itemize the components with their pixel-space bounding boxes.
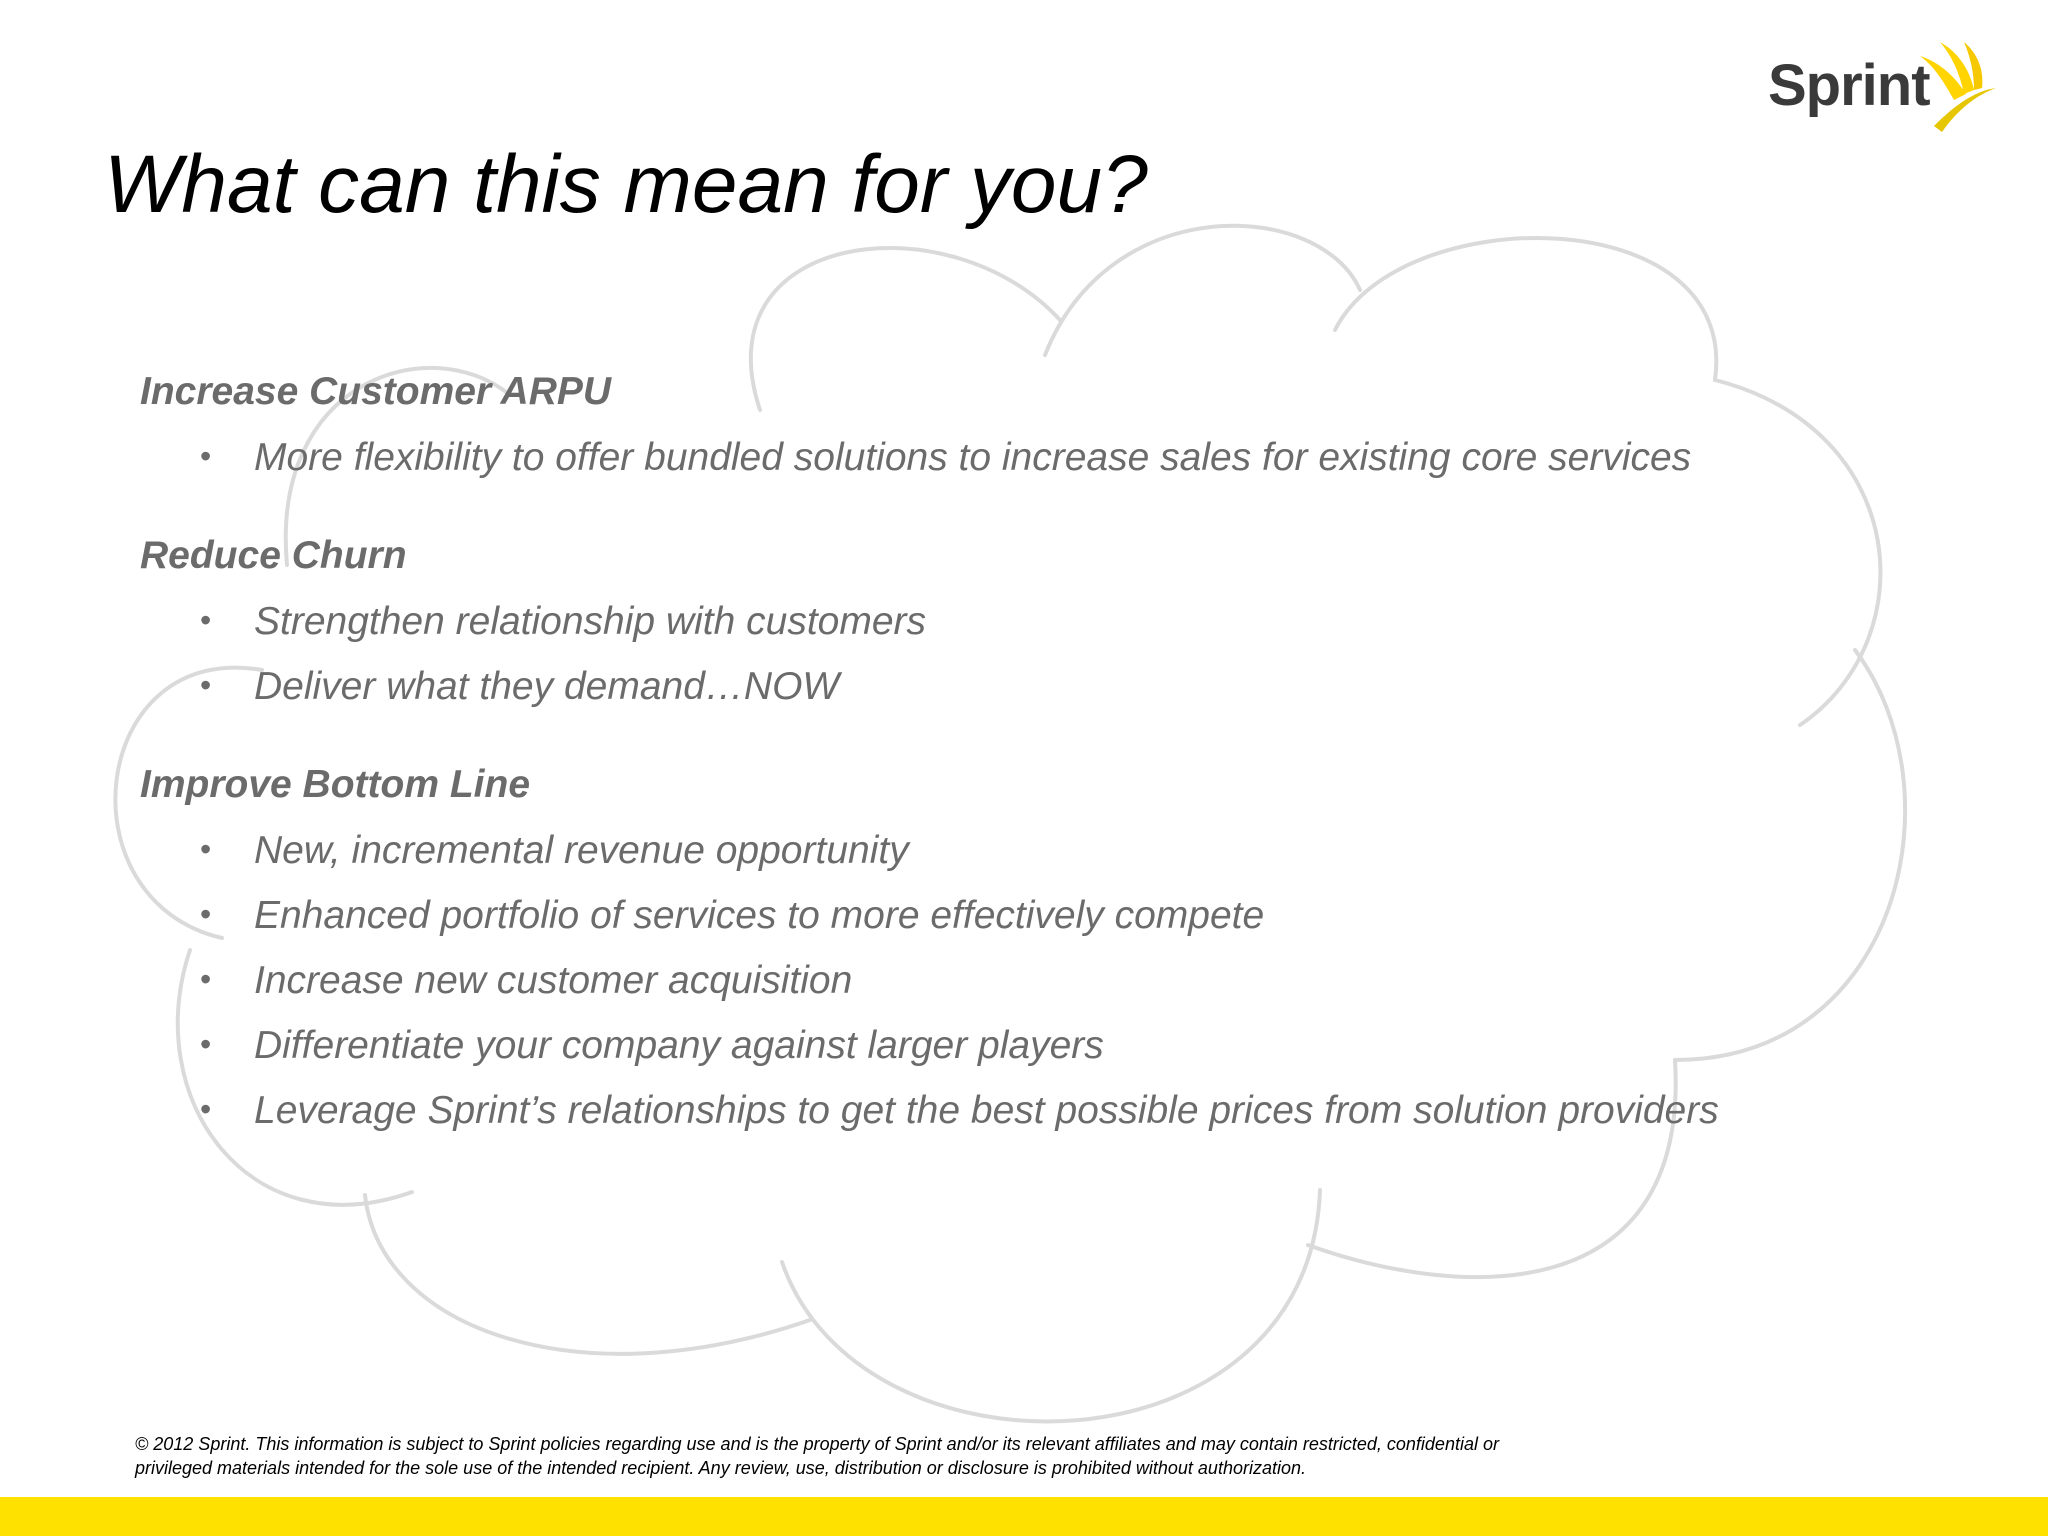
sprint-logo-wordmark: Sprint <box>1768 53 1930 118</box>
footer-accent-bar <box>0 1497 2048 1536</box>
legal-disclaimer: © 2012 Sprint. This information is subject to Sprint policies regarding use and is the property of Sprint and/or its relevant affiliates and may contain restricted, confidential or privileged materials intended for the sole use of the intended recipient. Any review, use, distribution or disclosure is prohibited without authorization. <box>135 1434 1499 1478</box>
sprint-logo <box>1768 36 1998 132</box>
bullet-icon: • <box>200 831 212 867</box>
section-heading-bottom-line: Improve Bottom Line <box>140 763 531 806</box>
bullet-icon: • <box>200 667 212 703</box>
bullet-icon: • <box>200 1026 212 1062</box>
bullet-text: Differentiate your company against larger players <box>254 1024 1104 1067</box>
bullet-text: Strengthen relationship with customers <box>254 600 927 643</box>
bullet-text: New, incremental revenue opportunity <box>254 829 909 872</box>
bullet-text: More flexibility to offer bundled solutions to increase sales for existing core services <box>254 436 1692 479</box>
bullet-text: Deliver what they demand…NOW <box>254 665 840 708</box>
section-heading-churn: Reduce Churn <box>140 534 407 577</box>
bullet-text: Enhanced portfolio of services to more effectively compete <box>254 894 1265 937</box>
bullet-icon: • <box>200 896 212 932</box>
bullet-icon: • <box>200 438 212 474</box>
bullet-icon: • <box>200 1091 212 1127</box>
bullet-icon: • <box>200 961 212 997</box>
sprint-wing-icon <box>1914 36 1998 132</box>
bullet-icon: • <box>200 602 212 638</box>
slide-title: What can this mean for you? <box>104 139 1148 230</box>
section-heading-arpu: Increase Customer ARPU <box>140 370 612 413</box>
bullet-text: Leverage Sprint’s relationships to get the best possible prices from solution providers <box>254 1089 1719 1132</box>
bullet-text: Increase new customer acquisition <box>254 959 853 1002</box>
